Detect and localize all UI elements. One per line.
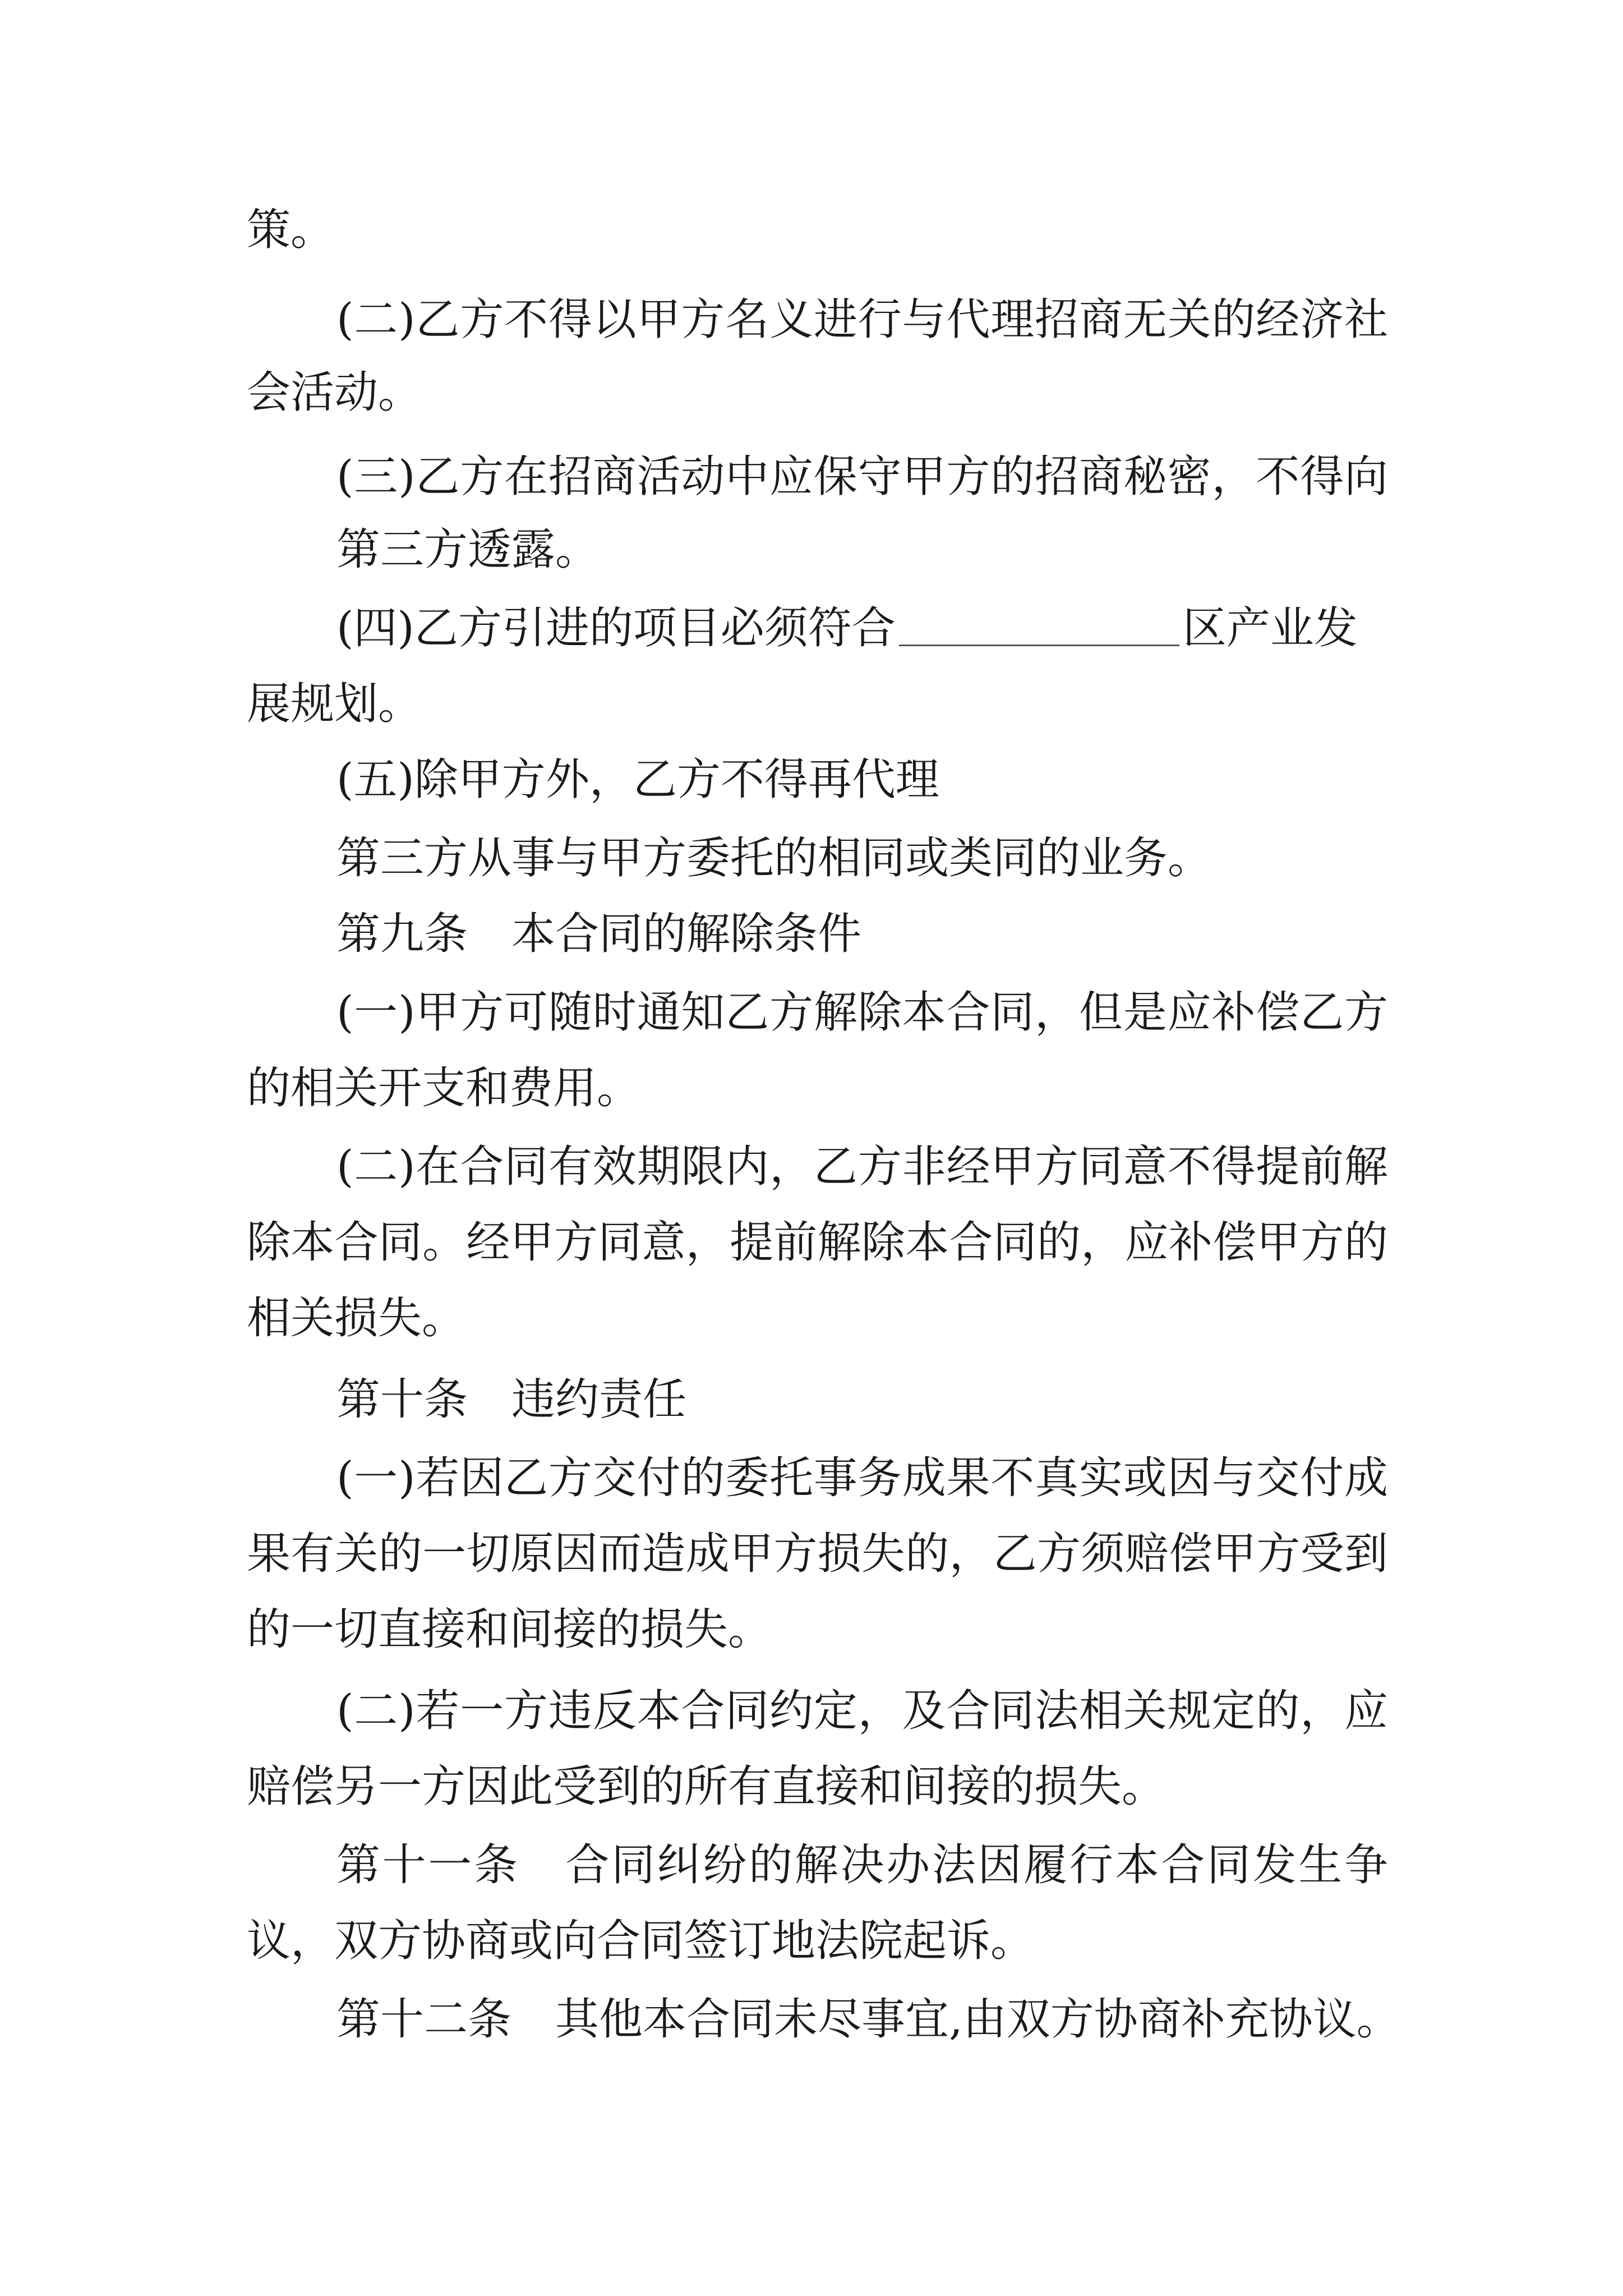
fill-in-blank[interactable] — [899, 601, 1179, 646]
text-line: (三)乙方在招商活动中应保守甲方的招商秘密，不得向 — [336, 452, 1388, 502]
text-line: (一)甲方可随时通知乙方解除本合同，但是应补偿乙方 — [336, 987, 1388, 1038]
text-line: (五)除甲方外，乙方不得再代理 — [336, 754, 939, 805]
text-line: 除本合同。经甲方同意，提前解除本合同的，应补偿甲方的 — [247, 1217, 1388, 1268]
clause-text: (四)乙方引进的项目必须符合 — [336, 603, 896, 654]
text-line: 果有关的一切原因而造成甲方损失的，乙方须赔偿甲方受到 — [247, 1529, 1388, 1579]
text-line: 第三方从事与甲方委托的相同或类同的业务。 — [336, 833, 1212, 884]
section-heading: 第十一条 合同纠纷的解决办法因履行本合同发生争 — [336, 1840, 1388, 1890]
text-line: 展规划。 — [247, 679, 422, 729]
text-line: (二)在合同有效期限内，乙方非经甲方同意不得提前解 — [336, 1142, 1388, 1192]
text-line: (一)若因乙方交付的委托事务成果不真实或因与交付成 — [336, 1453, 1388, 1503]
text-line: 赔偿另一方因此受到的所有直接和间接的损失。 — [247, 1761, 1166, 1812]
section-heading: 第九条 本合同的解除条件 — [336, 909, 862, 959]
text-line: 议，双方协商或向合同签订地法院起诉。 — [247, 1916, 1035, 1966]
clause-text: 区产业发 — [1182, 603, 1358, 654]
text-line: 的一切直接和间接的损失。 — [247, 1604, 772, 1655]
text-line — [336, 600, 1388, 656]
text-line: (二)乙方不得以甲方名义进行与代理招商无关的经济社 — [336, 295, 1388, 345]
section-heading: 第十条 违约责任 — [336, 1374, 687, 1425]
text-line: 会活动。 — [247, 367, 422, 418]
text-line: 的相关开支和费用。 — [247, 1063, 641, 1114]
text-line: (二)若一方违反本合同约定，及合同法相关规定的，应 — [336, 1686, 1388, 1736]
text-line: 第三方透露。 — [336, 524, 600, 575]
text-line: 相关损失。 — [247, 1293, 466, 1343]
section-heading: 第十二条 其他本合同未尽事宜,由双方协商补充协议。 — [336, 1994, 1400, 2045]
text-line: 策。 — [247, 205, 335, 255]
